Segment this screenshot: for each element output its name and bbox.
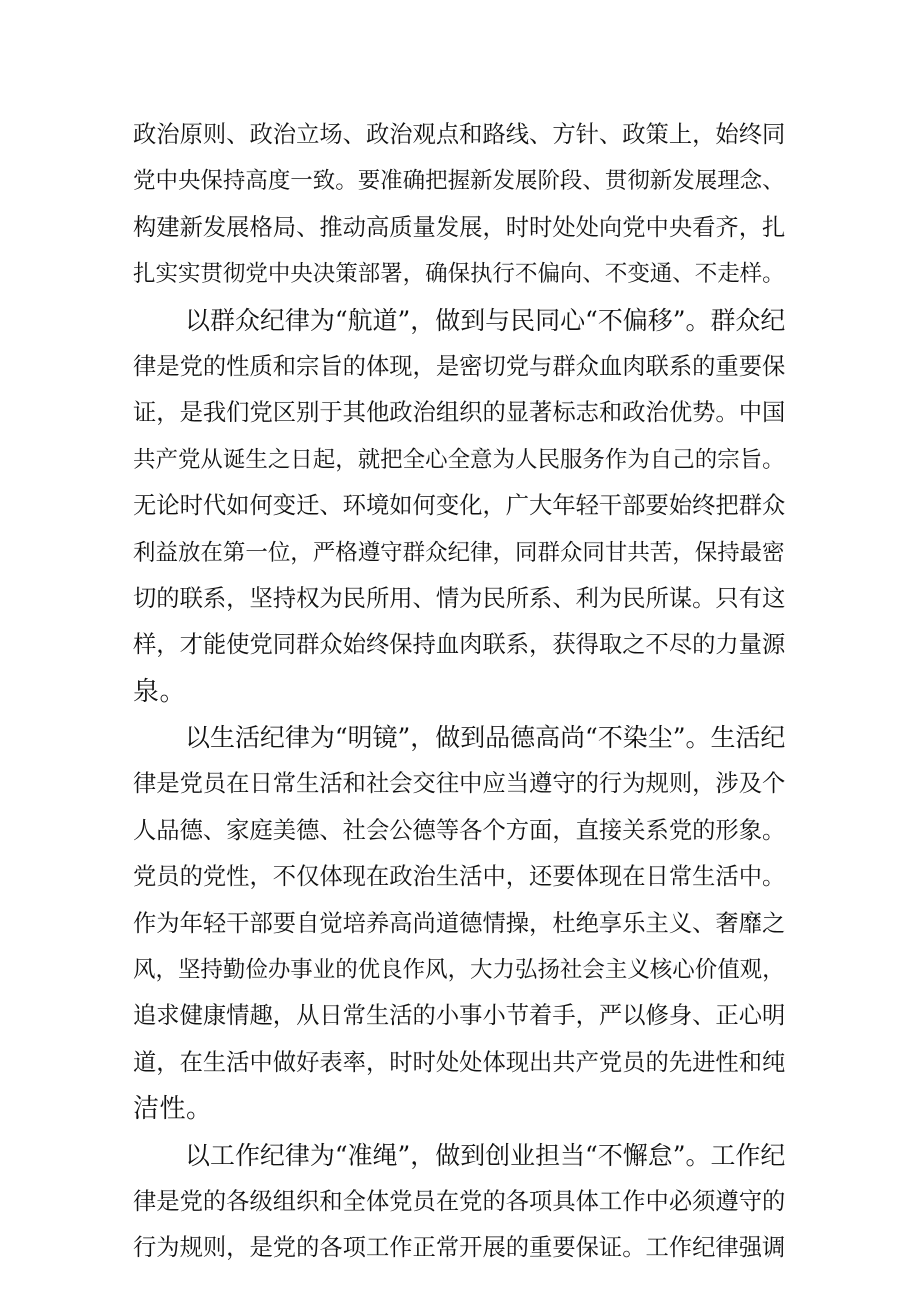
text-line: 道，在生活中做好表率，时时处处体现出共产党员的先进性和纯 (133, 1048, 786, 1076)
text-line: 行为规则，是党的各项工作正常开展的重要保证。工作纪律强调 (133, 1234, 786, 1262)
text-line: 证，是我们党区别于其他政治组织的显著标志和政治优势。中国 (133, 399, 786, 427)
document-body (133, 112, 798, 1272)
paragraph-first-line: 以工作纪律为“准绳”，做到创业担当“不懈怠”。工作纪 (185, 1140, 786, 1170)
text-line: 切的联系，坚持权为民所用、情为民所系、利为民所谋。只有这 (133, 584, 786, 612)
text-line: 利益放在第一位，严格遵守群众纪律，同群众同甘共苦，保持最密 (133, 539, 785, 566)
text-line: 律是党的性质和宗旨的体现，是密切党与群众血肉联系的重要保 (133, 352, 786, 380)
text-line: 洁性。 (133, 1094, 213, 1125)
text-line: 扎实实贯彻党中央决策部署，确保执行不偏向、不变通、不走样。 (133, 261, 785, 288)
text-line: 人品德、家庭美德、社会公德等各个方面，直接关系党的形象。 (133, 816, 786, 844)
text-line: 政治原则、政治立场、政治观点和路线、方针、政策上，始终同 (133, 121, 786, 148)
text-line: 无论时代如何变迁、环境如何变化，广大年轻干部要始终把群众 (133, 492, 786, 520)
text-line: 共产党从诞生之日起，就把全心全意为人民服务作为自己的宗旨。 (133, 446, 785, 473)
paragraph-first-line: 以生活纪律为“明镜”，做到品德高尚“不染尘”。生活纪 (185, 723, 786, 753)
text-line: 律是党的各级组织和全体党员在党的各项具体工作中必须遵守的 (133, 1187, 786, 1215)
text-line: 党中央保持高度一致。要准确把握新发展阶段、贯彻新发展理念、 (133, 168, 785, 195)
text-line: 作为年轻干部要自觉培养高尚道德情操，杜绝享乐主义、奢靡之 (133, 909, 786, 937)
paragraph-first-line: 以群众纪律为“航道”，做到与民同心“不偏移”。群众纪 (185, 305, 786, 335)
text-line: 构建新发展格局、推动高质量发展，时时处处向党中央看齐，扎 (133, 213, 786, 241)
text-line: 律是党员在日常生活和社会交往中应当遵守的行为规则，涉及个 (133, 770, 786, 798)
text-line: 泉。 (133, 676, 187, 707)
text-line: 追求健康情趣，从日常生活的小事小节着手，严以修身、正心明 (133, 1002, 786, 1030)
text-line: 风，坚持勤俭办事业的优良作风，大力弘扬社会主义核心价值观， (133, 957, 785, 984)
text-line: 样，才能使党同群众始终保持血肉联系，获得取之不尽的力量源 (133, 631, 786, 659)
text-line: 党员的党性，不仅体现在政治生活中，还要体现在日常生活中。 (133, 863, 786, 891)
